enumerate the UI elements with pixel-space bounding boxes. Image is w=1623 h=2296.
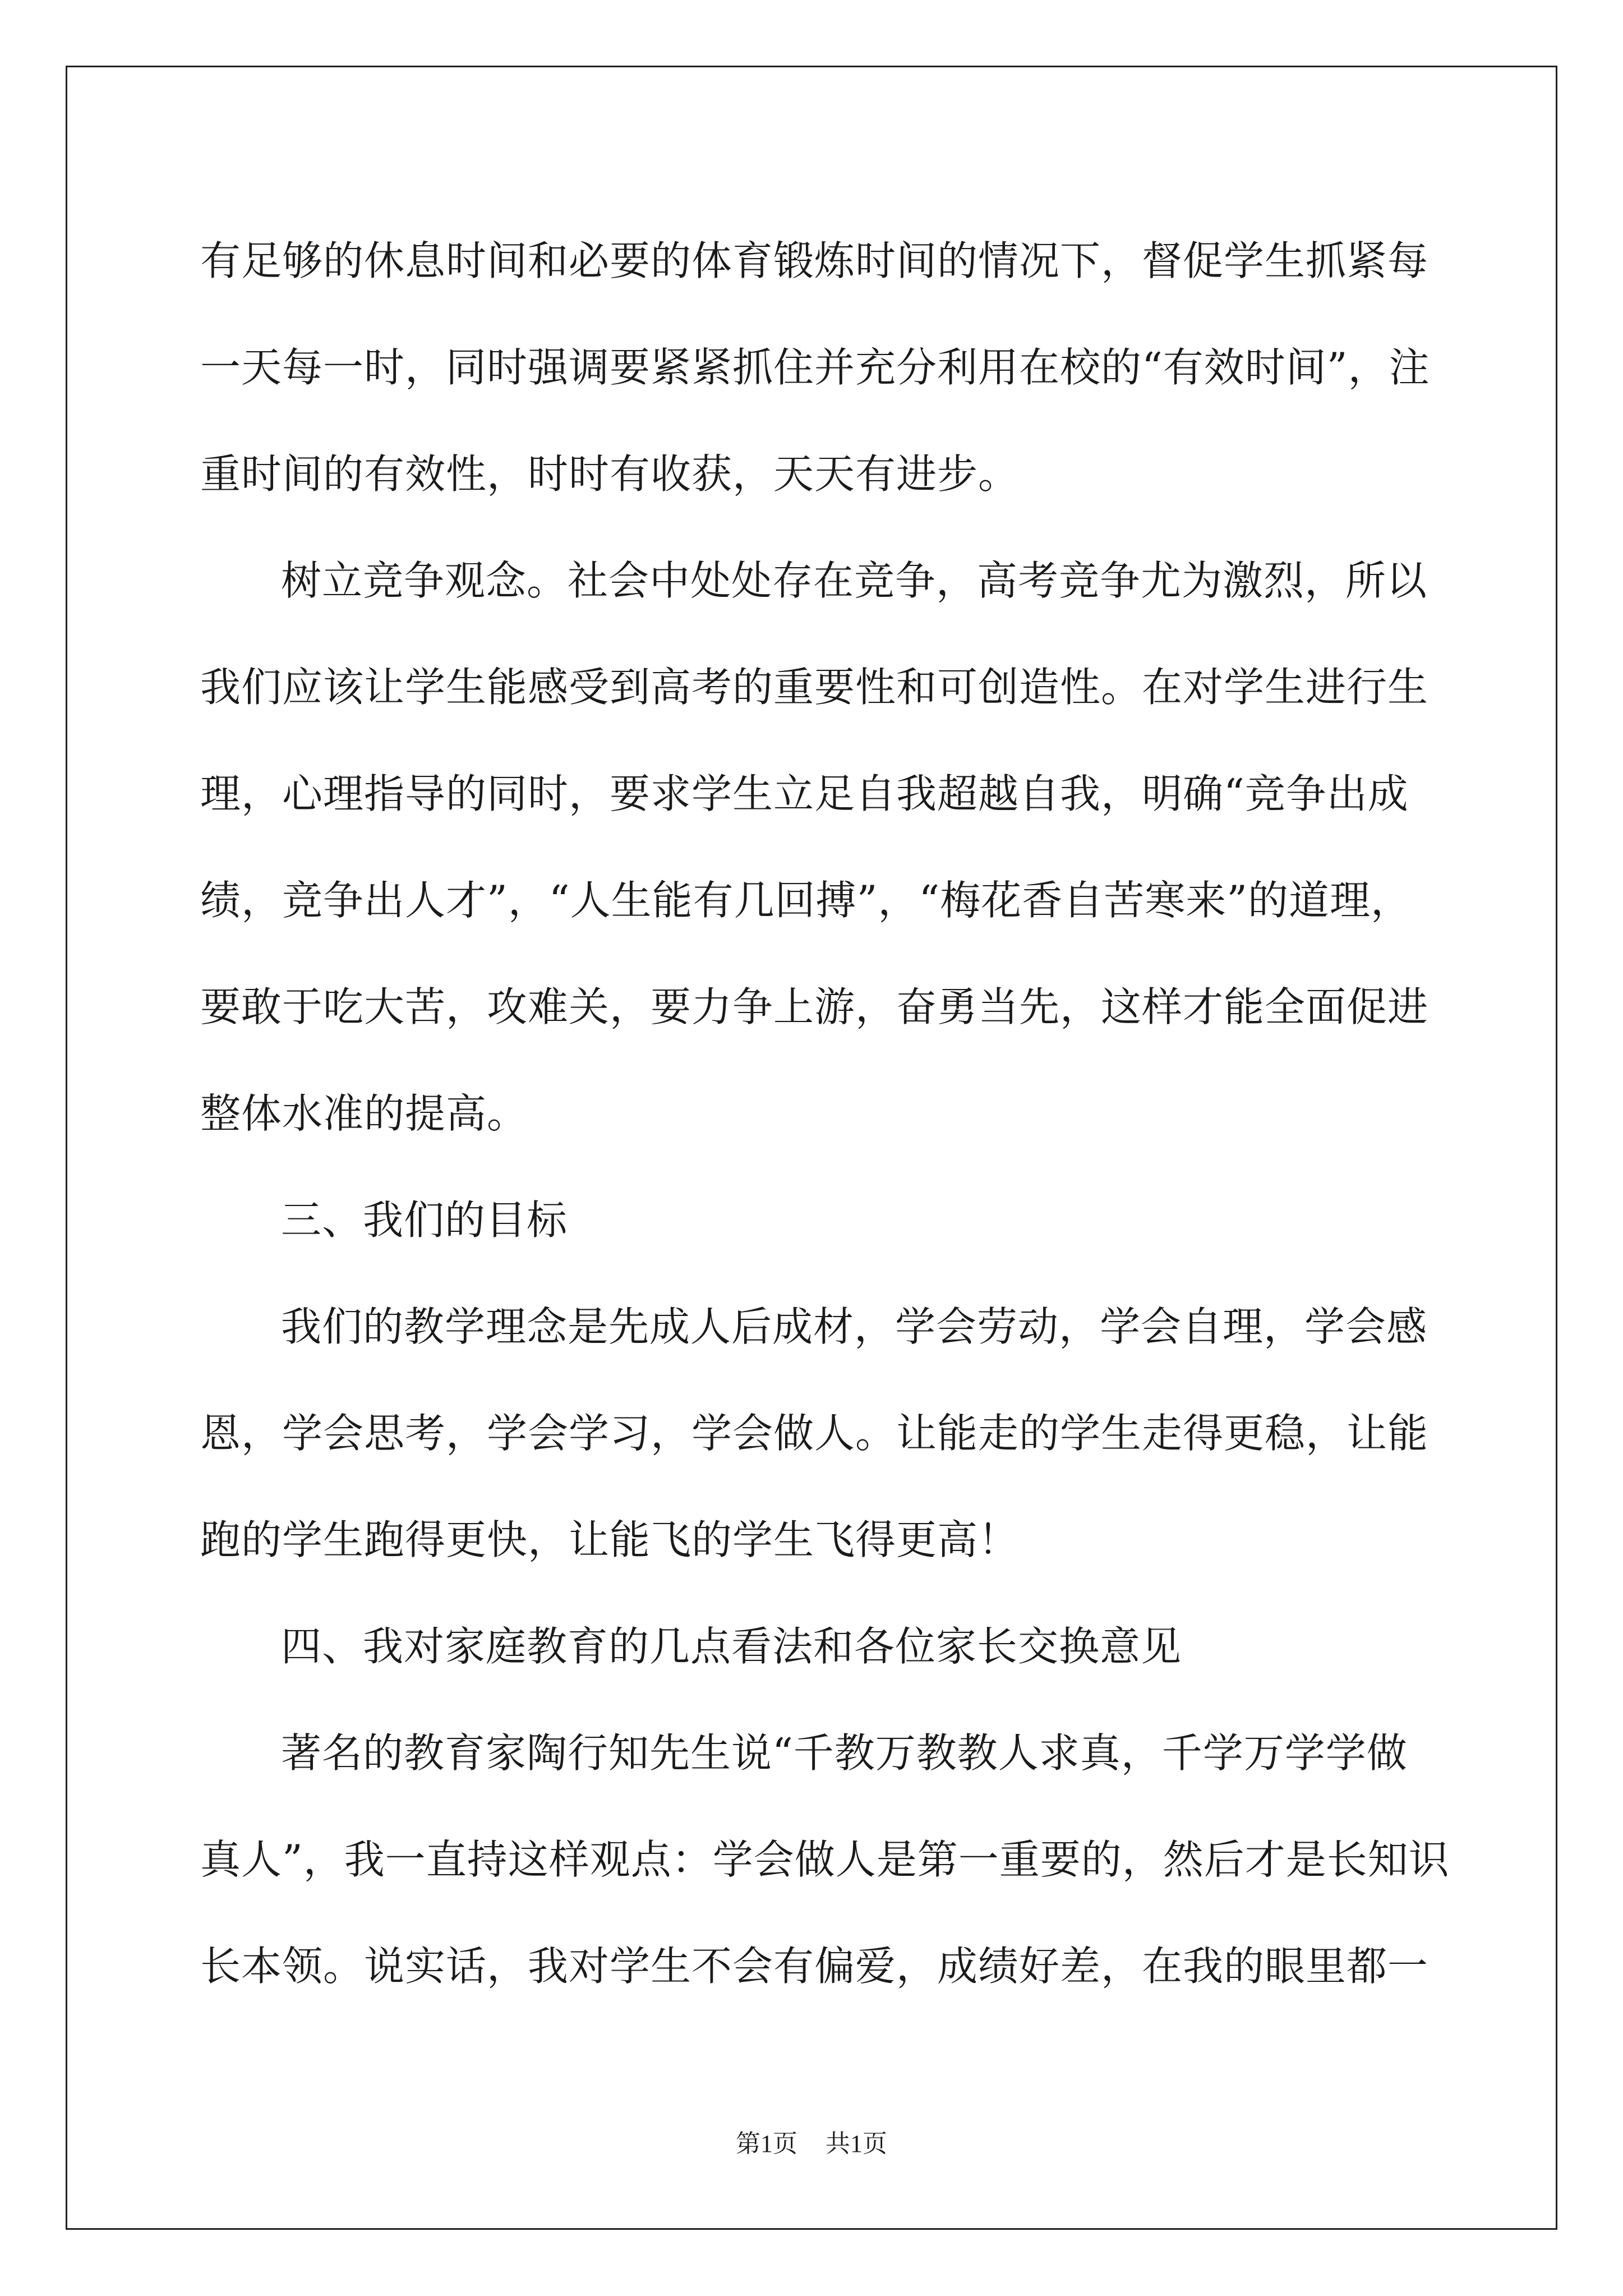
page-number: 第1页 bbox=[736, 2130, 797, 2157]
text-line: 绩，竞争出人才”，“人生能有几回搏”，“梅花香自苦寒来”的道理， bbox=[200, 877, 1412, 924]
text-line: 理，心理指导的同时，要求学生立足自我超越自我，明确“竞争出成 bbox=[200, 770, 1409, 817]
text-line: 长本领。说实话，我对学生不会有偏爱，成绩好差，在我的眼里都一 bbox=[200, 1943, 1429, 1990]
text-line: 要敢于吃大苦，攻难关，要力争上游，奋勇当先，这样才能全面促进 bbox=[200, 983, 1429, 1030]
text-line: 恩，学会思考，学会学习，学会做人。让能走的学生走得更稳，让能 bbox=[200, 1410, 1429, 1457]
text-line: 跑的学生跑得更快，让能飞的学生飞得更高！ bbox=[200, 1516, 1020, 1563]
text-line: 整体水准的提高。 bbox=[200, 1090, 528, 1137]
text-line: 我们应该让学生能感受到高考的重要性和可创造性。在对学生进行生 bbox=[200, 664, 1429, 711]
text-line: 我们的教学理念是先成人后成材，学会劳动，学会自理，学会感 bbox=[281, 1303, 1428, 1350]
section-heading: 三、我们的目标 bbox=[281, 1197, 568, 1244]
text-line: 重时间的有效性，时时有收获，天天有进步。 bbox=[200, 450, 1020, 498]
text-line: 真人”，我一直持这样观点：学会做人是第一重要的，然后才是长知识 bbox=[200, 1836, 1450, 1883]
text-line: 树立竞争观念。社会中处处存在竞争，高考竞争尤为激烈，所以 bbox=[281, 557, 1428, 604]
page-footer bbox=[0, 2127, 1623, 2161]
page-total: 共1页 bbox=[826, 2130, 887, 2157]
section-heading: 四、我对家庭教育的几点看法和各位家长交换意见 bbox=[281, 1623, 1182, 1670]
text-line: 一天每一时，同时强调要紧紧抓住并充分利用在校的“有效时间”，注 bbox=[200, 344, 1430, 391]
text-line: 有足够的休息时间和必要的体育锻炼时间的情况下，督促学生抓紧每 bbox=[200, 237, 1429, 284]
text-line: 著名的教育家陶行知先生说“千教万教教人求真，千学万学学做 bbox=[281, 1729, 1408, 1777]
document-body bbox=[200, 208, 1450, 2019]
